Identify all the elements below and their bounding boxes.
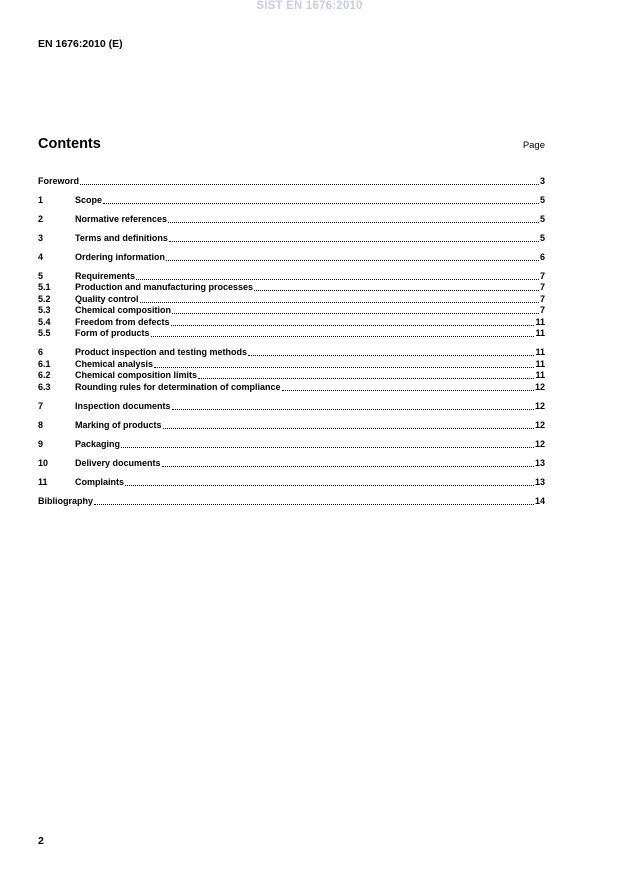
toc-entry-page: 12	[534, 438, 545, 449]
contents-title: Contents	[38, 136, 101, 152]
toc-entry-number: 5.5	[38, 328, 51, 338]
toc-entry-page: 7	[539, 293, 545, 304]
toc-leader-dots	[254, 281, 539, 291]
toc-entry-title: Bibliography	[38, 495, 94, 506]
toc-entry-number: 5.4	[38, 316, 51, 327]
toc-leader-dots	[103, 194, 539, 204]
toc-entry[interactable]	[38, 370, 545, 382]
toc-leader-dots	[151, 327, 535, 337]
toc-entry-title: Normative references	[75, 213, 168, 224]
toc-entry[interactable]	[38, 270, 545, 282]
toc-entry-number: 6.3	[38, 381, 51, 392]
toc-entry[interactable]	[38, 251, 545, 263]
toc-entry-page: 11	[535, 370, 545, 380]
toc-entry-number: 5	[38, 270, 44, 281]
toc-entry-title: Production and manufacturing processes	[75, 282, 254, 292]
toc-leader-dots	[163, 419, 534, 429]
toc-leader-dots	[198, 369, 534, 379]
toc-leader-dots	[154, 358, 534, 368]
toc-entry-number: 8	[38, 419, 44, 430]
toc-entry-number: 5.2	[38, 293, 51, 304]
toc-entry[interactable]	[38, 213, 545, 225]
toc-entry[interactable]	[38, 305, 545, 317]
toc-leader-dots	[166, 251, 539, 261]
toc-leader-dots	[162, 457, 534, 467]
toc-entry-title: Inspection documents	[75, 400, 171, 411]
toc-entry[interactable]	[38, 328, 545, 340]
toc-entry-title: Requirements	[75, 270, 136, 281]
toc-entry-number: 6.1	[38, 358, 51, 369]
toc-leader-dots	[94, 495, 534, 505]
toc-entry[interactable]	[38, 232, 545, 244]
toc-entry-page: 7	[539, 305, 545, 315]
toc-entry-page: 14	[534, 495, 545, 506]
toc-entry-page: 7	[539, 270, 545, 281]
toc-entry-title: Packaging	[75, 438, 121, 449]
toc-entry[interactable]	[38, 438, 545, 450]
toc-entry-title: Terms and definitions	[75, 232, 168, 243]
toc-entry-page: 11	[535, 347, 545, 357]
toc-entry[interactable]	[38, 381, 545, 393]
toc-entry-page: 7	[539, 282, 545, 292]
toc-entry-page: 5	[539, 213, 545, 224]
toc-entry-page: 5	[539, 232, 545, 243]
table-of-contents	[38, 175, 545, 507]
toc-entry-title: Foreword	[38, 175, 80, 186]
toc-entry-page: 12	[534, 419, 545, 430]
toc-entry-title: Scope	[75, 194, 103, 205]
toc-entry-number: 5.1	[38, 282, 51, 292]
toc-leader-dots	[125, 476, 534, 486]
toc-entry[interactable]	[38, 476, 545, 488]
toc-entry-title: Rounding rules for determination of compliance	[75, 381, 281, 392]
toc-entry-number: 4	[38, 251, 44, 262]
toc-leader-dots	[121, 438, 534, 448]
toc-leader-dots	[80, 175, 539, 185]
toc-entry-page: 11	[535, 328, 545, 338]
toc-entry-number: 3	[38, 232, 44, 243]
page-column-label: Page	[522, 140, 545, 151]
toc-entry[interactable]	[38, 293, 545, 305]
toc-entry-page: 12	[534, 400, 545, 411]
toc-entry-page: 3	[539, 175, 545, 186]
toc-entry[interactable]	[38, 457, 545, 469]
toc-entry-number: 6.2	[38, 370, 51, 380]
toc-entry-number: 7	[38, 400, 44, 411]
toc-entry-number: 6	[38, 347, 44, 357]
toc-leader-dots	[172, 400, 534, 410]
watermark-text: SIST EN 1676:2010	[256, 0, 363, 12]
toc-entry[interactable]	[38, 194, 545, 206]
toc-leader-dots	[282, 381, 534, 391]
toc-entry-number: 5.3	[38, 305, 51, 315]
toc-entry-number: 1	[38, 194, 44, 205]
toc-entry[interactable]	[38, 347, 545, 359]
toc-entry-number: 10	[38, 457, 49, 468]
toc-entry-page: 11	[535, 358, 545, 369]
toc-entry-title: Delivery documents	[75, 457, 161, 468]
toc-entry[interactable]	[38, 316, 545, 328]
toc-entry[interactable]	[38, 175, 545, 187]
toc-entry-title: Product inspection and testing methods	[75, 347, 248, 357]
toc-entry-title: Complaints	[75, 476, 125, 487]
toc-entry-page: 6	[539, 251, 545, 262]
toc-entry-title: Quality control	[75, 293, 139, 304]
toc-entry[interactable]	[38, 358, 545, 370]
toc-leader-dots	[168, 213, 539, 223]
toc-entry-title: Chemical analysis	[75, 358, 154, 369]
toc-entry-number: 2	[38, 213, 44, 224]
toc-leader-dots	[248, 346, 534, 356]
toc-leader-dots	[171, 316, 535, 326]
toc-entry-number: 9	[38, 438, 44, 449]
toc-leader-dots	[169, 232, 539, 242]
toc-entry-title: Form of products	[75, 328, 150, 338]
toc-entry-page: 5	[539, 194, 545, 205]
toc-entry-page: 13	[534, 457, 545, 468]
toc-entry-page: 12	[534, 381, 545, 392]
toc-entry-page: 11	[535, 316, 545, 327]
toc-entry-page: 13	[534, 476, 545, 487]
toc-entry[interactable]	[38, 282, 545, 294]
toc-leader-dots	[136, 270, 539, 280]
toc-entry-title: Ordering information	[75, 251, 165, 262]
toc-leader-dots	[172, 304, 539, 314]
page-number: 2	[38, 835, 44, 847]
toc-entry-title: Chemical composition	[75, 305, 172, 315]
toc-entry[interactable]	[38, 495, 545, 507]
document-id-header: EN 1676:2010 (E)	[38, 38, 123, 50]
toc-entry[interactable]	[38, 400, 545, 412]
toc-entry-number: 11	[38, 476, 48, 487]
toc-entry-title: Freedom from defects	[75, 316, 170, 327]
toc-leader-dots	[140, 293, 539, 303]
toc-entry[interactable]	[38, 419, 545, 431]
toc-entry-title: Chemical composition limits	[75, 370, 198, 380]
toc-entry-title: Marking of products	[75, 419, 162, 430]
